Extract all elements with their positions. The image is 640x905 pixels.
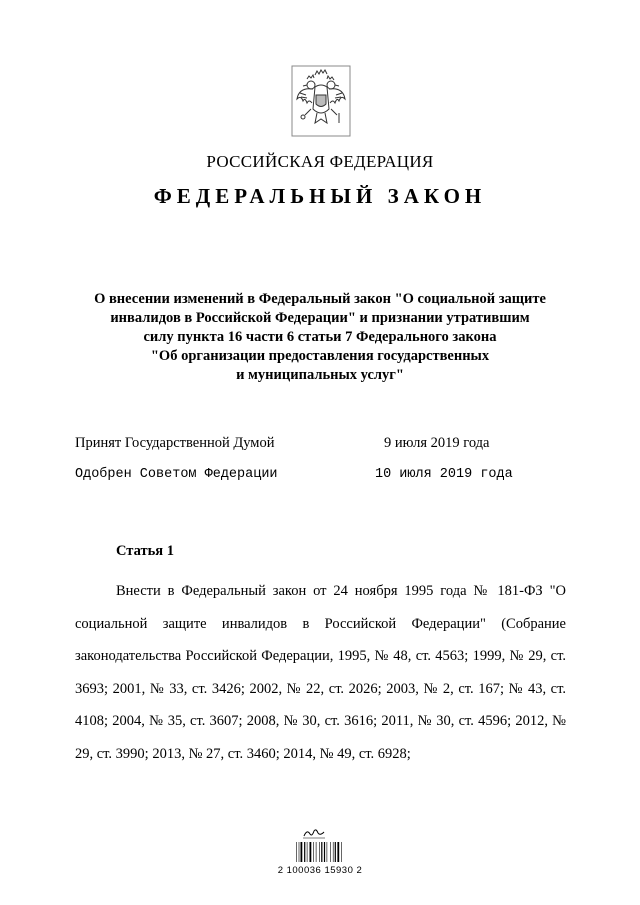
duma-adoption-date: 9 июля 2019 года (384, 435, 490, 451)
council-approval-date: 10 июля 2019 года (375, 467, 513, 482)
council-approval-label: Одобрен Советом Федерации (75, 467, 278, 482)
article-heading: Статья 1 (116, 543, 174, 559)
barcode (296, 842, 356, 862)
law-title-line: и муниципальных услуг" (236, 367, 404, 383)
law-title-line: О внесении изменений в Федеральный закон "О социальной защите (94, 291, 546, 307)
law-title-line: "Об организации предоставления государственных (150, 348, 490, 364)
article-body: Внести в Федеральный закон от 24 ноября 1995 года № 181-ФЗ "О социальной защите инвалидов в Российской Федерации" (Собрание законодательства Российской Федерации, 1995, № 48, ст. 4563; 1999, № 29, ст. 3693; 2001, № 33, ст. 3426; 2002, № 22, ст. 2026; 2003, № 2, ст. 167; № 43, ст. 4108; 2004, № 35, ст. 3607; 2008, № 30, ст. 3616; 2011, № 30, ст. 4596; 2012, № 29, ст. 3990; 2013, № 27, ст. 3460; 2014, № 49, ст. 6928; (75, 583, 566, 762)
russian-coat-of-arms-icon (291, 65, 351, 137)
duma-adoption-label: Принят Государственной Думой (75, 435, 275, 451)
document-type: ФЕДЕРАЛЬНЫЙ ЗАКОН (153, 184, 487, 208)
signature-mark-icon (302, 827, 326, 839)
law-title-line: инвалидов в Российской Федерации" и признании утратившим (110, 310, 530, 326)
law-title-line: силу пункта 16 части 6 статьи 7 Федерального закона (143, 329, 497, 345)
barcode-number: 2 100036 15930 2 (277, 865, 363, 876)
country-name: РОССИЙСКАЯ ФЕДЕРАЦИЯ (206, 152, 434, 171)
law-title (60, 290, 580, 385)
